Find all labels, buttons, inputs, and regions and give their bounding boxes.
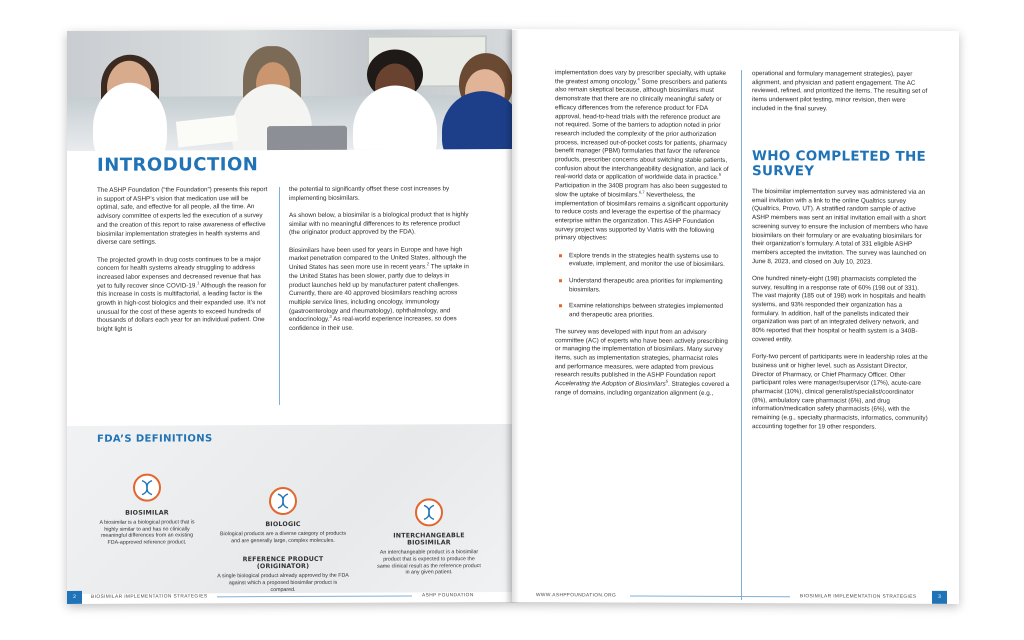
body-paragraph-1-text-end: Nevertheless, the implementation of biosimilars remains a significant opportunity to reduce costs and leverage the expertise of the pharmacy enterprise within the organization. This ASHP Foundation survey project was supported by Viatris with the following primary objectives: — [555, 191, 729, 242]
definition-term: INTERCHANGEABLE BIOSIMILAR — [393, 532, 465, 547]
dna-icon — [415, 498, 443, 526]
footer-right-text: ASHP FOUNDATION — [422, 593, 474, 599]
footer-left-text: WWW.ASHPFOUNDATION.ORG — [536, 593, 617, 599]
intro-paragraph-5-text: Biosimilars have been used for years in Europe and have high market penetration compared to the United States, although the United States has seen more use in recent years. — [289, 245, 467, 272]
photo-paper — [176, 115, 238, 147]
definition-term: BIOLOGIC — [265, 520, 301, 529]
introduction-heading: INTRODUCTION — [97, 154, 259, 176]
who-completed-heading: WHO COMPLETED THE SURVEY — [752, 148, 927, 180]
intro-column-2 — [289, 185, 469, 342]
left-page — [67, 29, 512, 604]
intro-paragraph-1: The ASHP Foundation (“the Foundation”) presents this report in support of ASHP’s vision that medication use will be optimal, safe, and effective for all people, all the time. An advisory committee of experts led the execution of a survey and the creation of this report to raise awareness of effective biosimilar implementation strategies in health systems and diverse care settings. — [97, 186, 268, 247]
intro-paragraph-2-text-cont: Although the reason for this increase in costs is multifactorial, a leading factor is the growth in high-cost biologics and their expanded use. It’s not unusual for the cost of these agents to exceed hundreds of thousands of dollars each year for an individual patient. One bright light is — [97, 281, 267, 333]
objective-item: Understand therapeutic area priorities for implementing biosimilars. — [555, 277, 730, 295]
photo-laptop — [267, 126, 347, 151]
intro-paragraph-2 — [97, 256, 269, 335]
footnote-ref: 5 — [718, 172, 722, 178]
page-number: 2 — [67, 591, 82, 604]
photo-person-4-scrubs — [442, 91, 512, 151]
dna-icon — [269, 487, 297, 515]
body-paragraph-1-text: implementation does vary by prescriber specialty, with uptake the greatest among oncology. — [555, 69, 727, 86]
intro-paragraph-5-text-cont: The uptake in the United States has been slower, partly due to delays in product launches held up by manufacturer patent challenges. Currently, there are 40 approved biosimilars reaching across multiple service lines, including oncology, immunology (gastroenterology and rheumatology), ophthalmology, and endocrinology. — [289, 263, 469, 324]
definition-biosimilar — [97, 509, 197, 546]
footer-right-text: BIOSIMILAR IMPLEMENTATION STRATEGIES — [800, 594, 917, 600]
report-title-italic: Accelerating the Adoption of Biosimilars — [555, 380, 666, 388]
body-paragraph-4: The biosimilar implementation survey was administered via an email invitation with a link to the online Qualtrics survey (Qualtrics, Provo, UT). A stratified random sample of active ASHP members was sent an initial invitation email with a short screening survey to ensure the inclusion of members who have biosimilars on their formulary or are evaluating biosimilars for their organization’s formulary. A total of 331 eligible ASHP members accepted the invitation. The survey was launched on June 8, 2023, and closed on July 10, 2023. — [752, 188, 929, 266]
intro-column-1 — [97, 186, 269, 343]
footer-rule — [217, 595, 412, 597]
fda-definitions-box — [67, 424, 512, 594]
footnote-ref: 2 — [426, 261, 430, 267]
body-paragraph-6: Forty-two percent of participants were in leadership roles at the business unit or higher level, such as Assistant Director, Director of Pharmacy, or Chief Pharmacy Officer. Other participant roles were manager/supervisor (17%), acute-care pharmacist (10%), clinical generalist/specialist/coordinator (8%), ambulatory care pharmacist (6%), and drug information/medication safety pharmacists (6%), with the remaining (e.g., specialty pharmacists, informatics, community) accounting together for 19 other responders. — [752, 353, 928, 431]
footnote-ref: 6,7 — [639, 189, 645, 195]
footnote-ref: 3 — [329, 314, 332, 320]
definition-interchangeable-biosimilar — [377, 532, 481, 576]
intro-paragraph-2-text: The projected growth in drug costs continues to be a major concern for health systems already struggling to address increased labor expenses and decreased revenue that has yet to fully recover since COVID-19. — [97, 255, 261, 290]
fda-definitions-title: FDA’S DEFINITIONS — [97, 433, 213, 445]
column-divider — [279, 187, 280, 405]
body-paragraph-1-text-cont2: Participation in the 340B program has also been suggested to slow the uptake of biosimilars. — [555, 182, 728, 199]
column-divider — [741, 70, 742, 600]
definition-biologic — [217, 521, 349, 545]
objective-item: Examine relationships between strategies implemented and therapeutic area priorities. — [555, 303, 730, 321]
body-paragraph-2-text-end: . Strategies covered a range of domains, including organization alignment (e.g., — [555, 380, 730, 397]
footnote-ref: 1 — [197, 279, 200, 285]
intro-paragraph-4: As shown below, a biosimilar is a biological product that is highly similar with no meaningful differences to its reference product (the originator product approved by the FDA). — [289, 211, 469, 237]
body-column-1 — [555, 69, 730, 407]
intro-paragraph-5-text-end: As real-world experience increases, so does confidence in their use. — [289, 315, 457, 333]
intro-paragraph-3: the potential to significantly offset these cost increases by implementing biosimilars. — [289, 185, 450, 202]
objective-item: Explore trends in the strategies health systems use to evaluate, implement, and monitor the use of biosimilars. — [555, 252, 730, 270]
footnote-ref: 5 — [665, 378, 668, 384]
footnote-ref: 4 — [637, 76, 640, 82]
body-paragraph-1-text-cont: Some prescribers and patients also remain skeptical because, although biosimilars must demonstrate that there are no clinically meaningful safety or efficacy differences from the reference product for FDA approval, head-to-head trials with the reference product are not required. Some of the barriers to adoption noted in prior research included the complexity of the prior authorization process, increased out-of-pocket costs for patients, pharmacy benefit manager (PBM) formularies that favor the reference products, prescriber concerns about switching stable patients, confusion about the interchangeability designation, and lack of real-world data or application of worldwide data in practice. — [555, 78, 729, 182]
definition-term: BIOSIMILAR — [125, 509, 169, 517]
definition-text: An interchangeable product is a biosimilar product that is expected to produce the same clinical result as the reference product in any given patient. — [377, 549, 481, 576]
dna-icon — [133, 474, 161, 502]
right-page — [512, 29, 959, 604]
definition-term: REFERENCE PRODUCT (ORIGINATOR) — [242, 555, 324, 571]
definition-reference-product — [217, 556, 349, 594]
footer-left-text: BIOSIMILAR IMPLEMENTATION STRATEGIES — [91, 594, 208, 600]
body-column-2 — [752, 188, 930, 441]
body-column-2-top — [752, 70, 930, 123]
body-paragraph-2 — [555, 328, 730, 398]
header-photo — [67, 29, 512, 151]
definition-text: Biological products are a diverse category of products and are generally large, complex molecules. — [219, 530, 347, 545]
body-paragraph-2-text: The survey was developed with input from an advisory committee (AC) of experts who have been actively prescribing or managing the implementation of biosimilars. Many survey items, such as implementation strategies, pharmacist roles and performance measures, were adapted from previous research results published in the ASHP Foundation report — [555, 328, 728, 380]
body-paragraph-5: One hundred ninety-eight (198) pharmacists completed the survey, resulting in a response rate of 60% (198 out of 331). The vast majority (185 out of 198) work in hospitals and health systems, and 93% responded their organization has a formulary. In addition, half of the panelists indicated their organization was part of an integrated delivery network, and 80% reported that their hospital or health system is a 340B-covered entity. — [752, 274, 926, 344]
objectives-list — [555, 252, 730, 321]
body-paragraph-3: operational and formulary management strategies), payer alignment, and physician and patient engagement. The AC reviewed, refined, and prioritized the items. The resulting set of items underwent pilot testing, minor revision, then were included in the final survey. — [752, 70, 928, 113]
body-paragraph-1 — [555, 69, 730, 244]
page-number: 3 — [932, 591, 947, 604]
definition-text: A biosimilar is a biological product that is highly similar to and has no clinically meaningful differences from an existing FDA-approved reference product. — [99, 519, 195, 546]
intro-paragraph-5 — [289, 246, 469, 334]
definition-text: A single biological product already approved by the FDA against which a proposed biosimilar product is compared. — [217, 573, 349, 593]
footer-rule — [630, 596, 790, 598]
